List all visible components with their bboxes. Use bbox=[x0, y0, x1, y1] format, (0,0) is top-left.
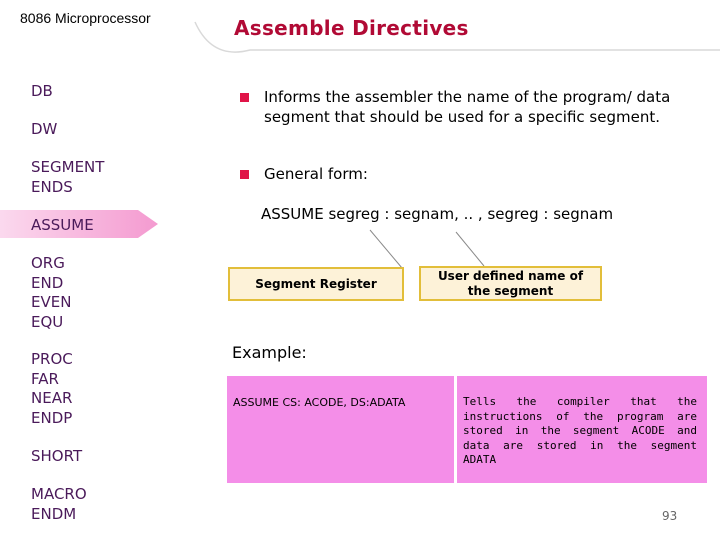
callout-segment-register: Segment Register bbox=[228, 267, 404, 301]
sidebar-item-label: ENDP bbox=[31, 408, 73, 427]
sidebar-item-label: DB bbox=[31, 82, 53, 100]
sidebar-item-proc[interactable] bbox=[31, 350, 73, 428]
sidebar-item-label: NEAR bbox=[31, 389, 73, 407]
sidebar-item-label: EQU bbox=[31, 312, 64, 331]
example-code: ASSUME CS: ACODE, DS:ADATA bbox=[233, 396, 406, 409]
sidebar-item-label: EVEN bbox=[31, 293, 72, 311]
example-description: Tells the compiler that the instructions of the program are stored in the segment ACODE and data are stored in the segment ADATA bbox=[463, 395, 697, 466]
sidebar-item-label: DW bbox=[31, 120, 58, 138]
course-title: 8086 Microprocessor bbox=[20, 10, 151, 26]
sidebar-item-label: ORG bbox=[31, 254, 65, 272]
syntax-line: ASSUME segreg : segnam, .. , segreg : segnam bbox=[261, 205, 614, 223]
sidebar-item-label: ASSUME bbox=[31, 216, 94, 234]
sidebar-item-macro[interactable] bbox=[31, 485, 87, 524]
sidebar-item-label: ENDM bbox=[31, 504, 77, 523]
example-code-box bbox=[227, 376, 454, 483]
example-label: Example: bbox=[232, 343, 307, 362]
sidebar-item-label: SEGMENT bbox=[31, 158, 105, 176]
bullet-text: General form: bbox=[264, 165, 368, 183]
sidebar-item-label: SHORT bbox=[31, 447, 83, 465]
sidebar-item-label: ENDS bbox=[31, 177, 73, 196]
callout-user-defined: User defined name of the segment bbox=[419, 266, 602, 301]
sidebar-item-label: FAR bbox=[31, 369, 59, 388]
slide-title: Assemble Directives bbox=[234, 16, 469, 40]
page-number: 93 bbox=[662, 509, 678, 523]
sidebar-item-label: MACRO bbox=[31, 485, 87, 503]
sidebar-item-short[interactable] bbox=[31, 447, 82, 467]
sidebar-item-label: PROC bbox=[31, 350, 73, 368]
bullet-text: Informs the assembler the name of the program/ data segment that should be used for a specific segment. bbox=[264, 88, 671, 126]
sidebar-item-label: END bbox=[31, 273, 64, 292]
